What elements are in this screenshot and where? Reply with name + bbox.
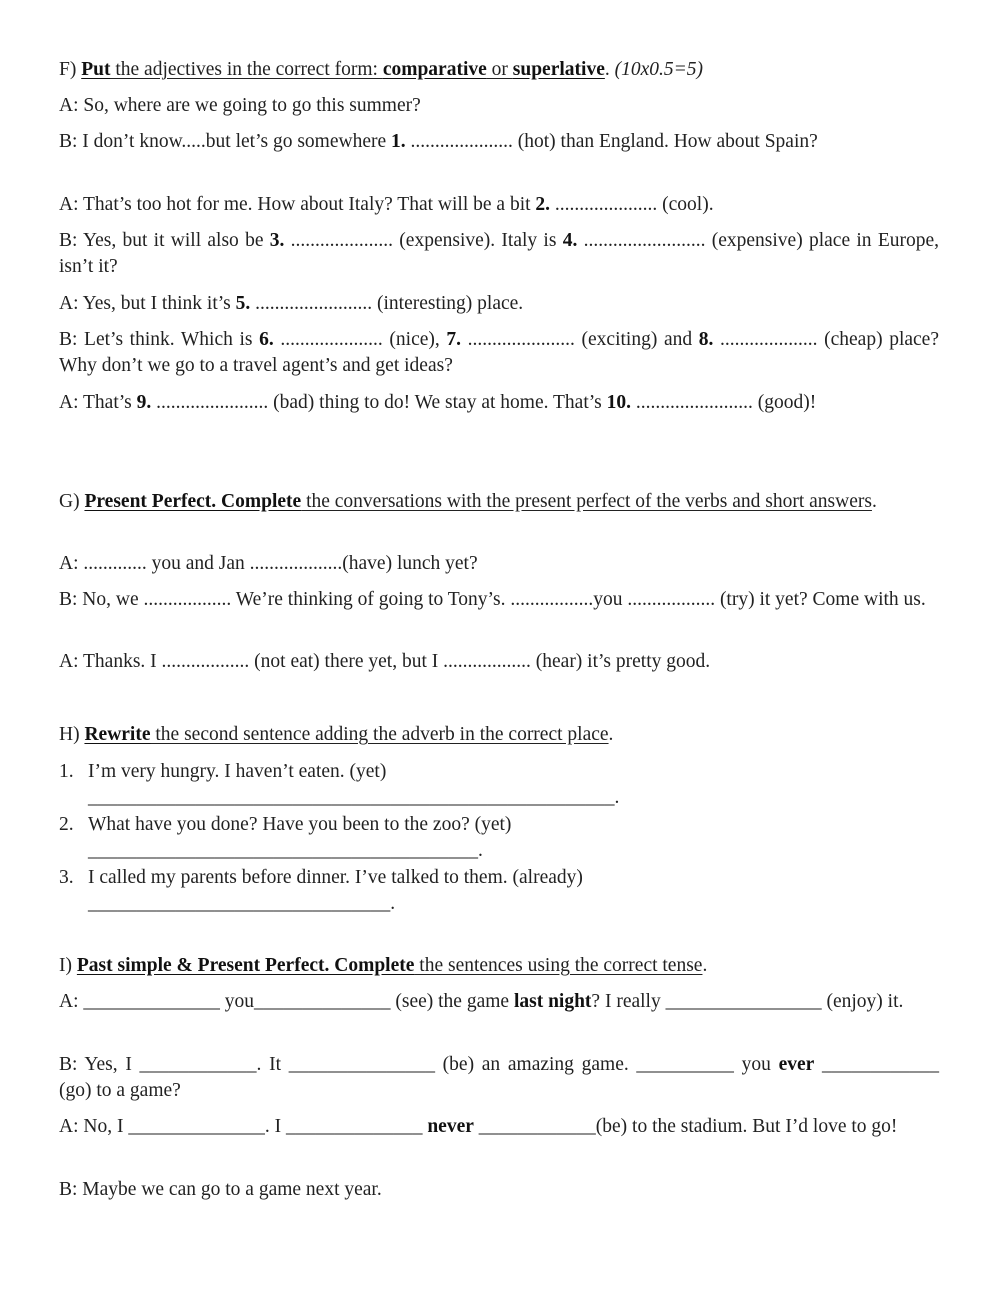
- section-f-heading: F) Put the adjectives in the correct form: comparative or superlative. (10x0.5=5): [59, 59, 704, 80]
- list-item: I’m very hungry. I haven’t eaten. (yet): [88, 761, 387, 782]
- dialogue-line: A: That’s too hot for me. How about Italy? That will be a bit 2. ..................... (cool).: [59, 194, 714, 215]
- item-number: 2.: [59, 814, 74, 835]
- dialogue-line: A: ............. you and Jan ...................(have) lunch yet?: [59, 553, 478, 574]
- dialogue-line: A: No, I ______________. I ______________ never ____________(be) to the stadium. But I’d love to go!: [59, 1116, 898, 1137]
- dialogue-line: B: Let’s think. Which is 6. ..................... (nice), 7. ...................... (exciting) and 8. .................... (cheap) place? Why don’t we go to a travel agent’s and get ideas?: [59, 329, 939, 376]
- item-number: 3.: [59, 867, 74, 888]
- dialogue-line: B: No, we .................. We’re thinking of going to Tony’s. .................you .................. (try) it yet? Come with us.: [59, 589, 926, 610]
- dialogue-line: A: So, where are we going to go this summer?: [59, 95, 421, 116]
- item-number: 1.: [59, 761, 74, 782]
- put-keyword: Put: [81, 59, 111, 80]
- points-note: (10x0.5=5): [609, 59, 704, 80]
- list-item: I called my parents before dinner. I’ve talked to them. (already): [88, 867, 583, 888]
- section-h-heading: H) Rewrite the second sentence adding the adverb in the correct place.: [59, 724, 614, 745]
- dialogue-line: B: I don’t know.....but let’s go somewhere 1. ..................... (hot) than England. How about Spain?: [59, 131, 818, 152]
- dialogue-line: A: Thanks. I .................. (not eat) there yet, but I .................. (hear) it’s pretty good.: [59, 651, 711, 672]
- dialogue-line: B: Yes, but it will also be 3. ..................... (expensive). Italy is 4. ......................... (expensive) place in Europe, isn’t it?: [59, 230, 940, 277]
- section-g-heading: G) Present Perfect. Complete the conversations with the present perfect of the verbs and short answers.: [59, 491, 877, 512]
- section-i-heading: I) Past simple & Present Perfect. Complete the sentences using the correct tense.: [59, 955, 708, 976]
- dialogue-line: A: ______________ you______________ (see) the game last night? I really ________________ (enjoy) it.: [59, 991, 904, 1012]
- dialogue-line: A: Yes, but I think it’s 5. ........................ (interesting) place.: [59, 293, 524, 314]
- dialogue-line: B: Yes, I ____________. It _______________ (be) an amazing game. __________ you ever ____________ (go) to a game?: [59, 1054, 939, 1101]
- list-item: What have you done? Have you been to the zoo? (yet): [88, 814, 512, 835]
- answer-line[interactable]: ________________________________________.: [88, 840, 483, 861]
- dialogue-line: B: Maybe we can go to a game next year.: [59, 1179, 382, 1200]
- answer-line[interactable]: _______________________________.: [88, 893, 396, 914]
- dialogue-line: A: That’s 9. ....................... (bad) thing to do! We stay at home. That’s 10. ........................ (good)!: [59, 392, 817, 413]
- answer-line[interactable]: ______________________________________________________.: [88, 787, 620, 808]
